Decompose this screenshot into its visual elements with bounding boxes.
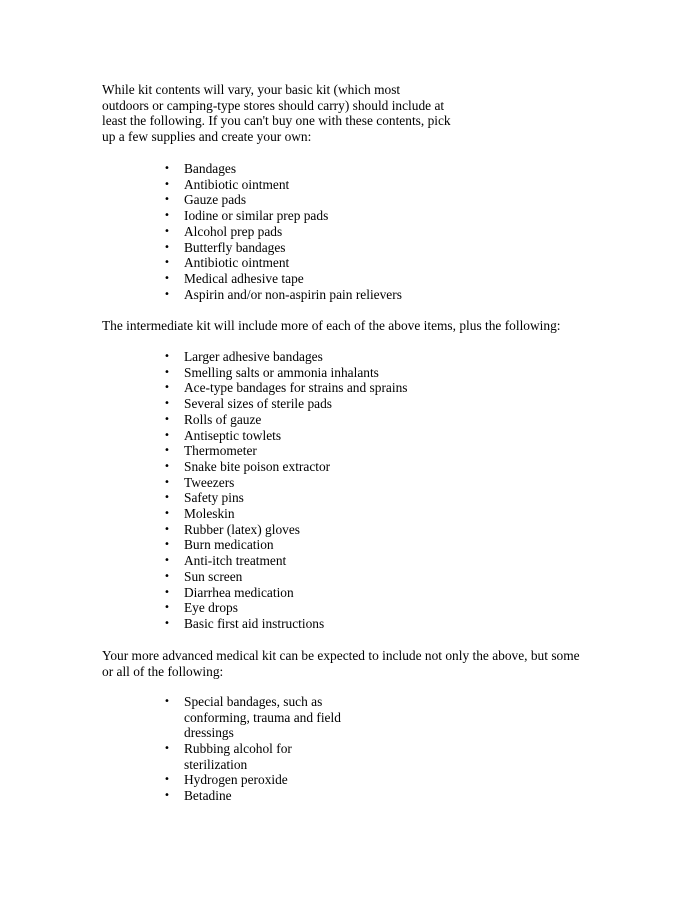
bullet-icon: • (164, 743, 170, 755)
bullet-icon: • (164, 445, 170, 457)
bullet-icon: • (164, 790, 170, 802)
bullet-icon: • (164, 602, 170, 614)
list-item: • Gauze pads (0, 192, 402, 208)
bullet-icon: • (164, 555, 170, 567)
bullet-icon: • (164, 272, 170, 284)
list-item: • Antiseptic towlets (0, 428, 407, 444)
list-item: • Alcohol prep pads (0, 224, 402, 240)
bullet-icon: • (164, 382, 170, 394)
list-item: • Ace-type bandages for strains and sprains (0, 380, 407, 396)
bullet-icon: • (164, 178, 170, 190)
bullet-icon: • (164, 366, 170, 378)
advanced-paragraph (102, 648, 580, 679)
list-item: • Antibiotic ointment (0, 177, 402, 193)
list-item: • Smelling salts or ammonia inhalants (0, 365, 407, 381)
list-item: • Butterfly bandages (0, 240, 402, 256)
bullet-icon: • (164, 163, 170, 174)
advanced-line: Your more advanced medical kit can be expected to include not only the above, but some (102, 648, 580, 663)
bullet-icon: • (164, 586, 170, 598)
list-item: • Several sizes of sterile pads (0, 396, 407, 412)
intermediate-kit-list (0, 349, 407, 632)
list-item: • Sun screen (0, 569, 407, 585)
advanced-line: or all of the following: (102, 663, 224, 679)
bullet-icon: • (164, 617, 170, 629)
bullet-icon: • (164, 508, 170, 520)
intro-line: While kit contents will vary, your basic kit (which most (102, 82, 401, 97)
bullet-icon: • (164, 288, 170, 300)
list-item: • Larger adhesive bandages (0, 349, 407, 365)
list-item: • Iodine or similar prep pads (0, 208, 402, 224)
bullet-icon: • (164, 351, 170, 362)
list-item: • Rolls of gauze (0, 412, 407, 428)
bullet-icon: • (164, 398, 170, 410)
list-item: • Betadine (0, 788, 341, 804)
list-item: • Hydrogen peroxide (0, 772, 341, 788)
list-item: • Special bandages, such as conforming, trauma and field dressings (0, 694, 341, 741)
bullet-icon: • (164, 774, 170, 786)
bullet-icon: • (164, 696, 170, 707)
bullet-icon: • (164, 194, 170, 206)
intro-paragraph (102, 82, 451, 145)
list-item: • Rubber (latex) gloves (0, 522, 407, 538)
intro-line: up a few supplies and create your own: (102, 129, 312, 145)
bullet-icon: • (164, 257, 170, 269)
list-item: • Rubbing alcohol for sterilization (0, 741, 341, 772)
bullet-icon: • (164, 539, 170, 551)
bullet-icon: • (164, 210, 170, 222)
list-item: • Antibiotic ointment (0, 255, 402, 271)
intro-line: least the following. If you can't buy one with these contents, pick (102, 113, 451, 129)
basic-kit-list (0, 161, 402, 302)
bullet-icon: • (164, 429, 170, 441)
list-item: • Snake bite poison extractor (0, 459, 407, 475)
advanced-kit-list (0, 694, 341, 804)
bullet-icon: • (164, 460, 170, 472)
bullet-icon: • (164, 523, 170, 535)
list-item: • Medical adhesive tape (0, 271, 402, 287)
bullet-icon: • (164, 241, 170, 253)
intermediate-paragraph (102, 318, 561, 334)
bullet-icon: • (164, 492, 170, 504)
list-item: • Bandages (0, 161, 402, 177)
list-item: • Tweezers (0, 475, 407, 491)
bullet-icon: • (164, 570, 170, 582)
list-item: • Basic first aid instructions (0, 616, 407, 632)
intermediate-text: The intermediate kit will include more of each of the above items, plus the following: (102, 318, 561, 333)
list-item: • Burn medication (0, 537, 407, 553)
bullet-icon: • (164, 476, 170, 488)
list-item: • Moleskin (0, 506, 407, 522)
intro-line: outdoors or camping-type stores should carry) should include at (102, 97, 445, 113)
list-item: • Eye drops (0, 600, 407, 616)
list-item: • Safety pins (0, 490, 407, 506)
list-item: • Thermometer (0, 443, 407, 459)
list-item: • Diarrhea medication (0, 585, 407, 601)
bullet-icon: • (164, 413, 170, 425)
list-item: • Aspirin and/or non-aspirin pain relievers (0, 287, 402, 303)
list-item: • Anti-itch treatment (0, 553, 407, 569)
bullet-icon: • (164, 225, 170, 237)
